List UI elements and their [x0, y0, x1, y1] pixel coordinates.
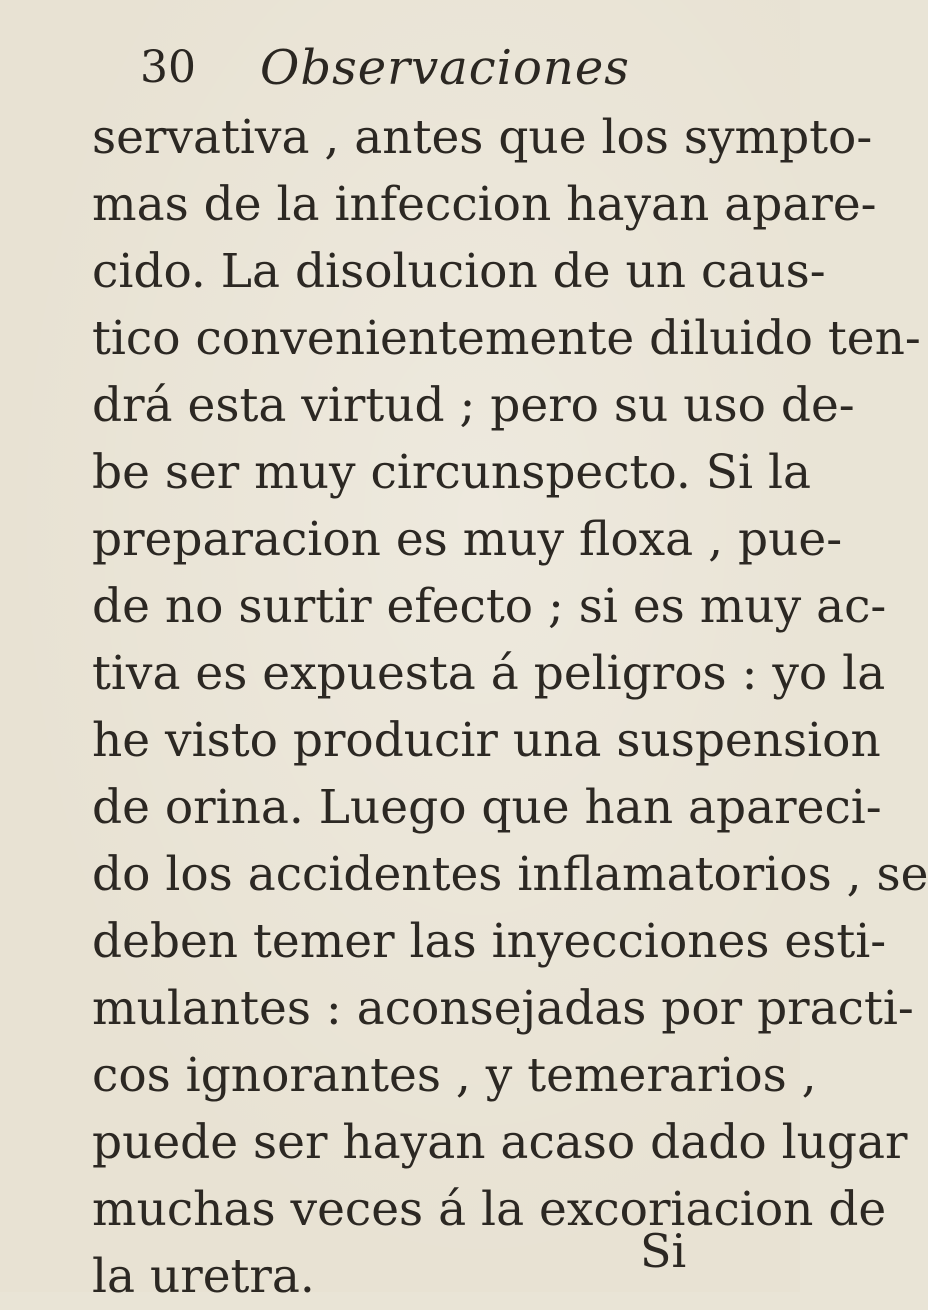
text-line: be ser muy circunspecto. Si la [92, 445, 811, 500]
text-line: cos ignorantes , y temerarios , [92, 1048, 817, 1103]
body-text [92, 104, 928, 1310]
page-number: 30 [140, 42, 196, 93]
text-line: puede ser hayan acaso dado lugar [92, 1115, 908, 1170]
text-line: servativa , antes que los sympto- [92, 110, 873, 165]
text-line: cido. La disolucion de un caus- [92, 244, 826, 299]
text-line-last: la uretra. [92, 1249, 315, 1304]
page-header [140, 40, 700, 100]
text-line: de orina. Luego que han apareci- [92, 780, 882, 835]
text-line: muchas veces á la excoriacion de [92, 1182, 887, 1237]
text-line: mulantes : aconsejadas por practi- [92, 981, 914, 1036]
text-line: he visto producir una suspension [92, 713, 881, 768]
text-line: mas de la infeccion hayan apare- [92, 177, 877, 232]
text-line: tico convenientemente diluido ten- [92, 311, 921, 366]
running-head: Observaciones [260, 40, 630, 96]
text-line: do los accidentes inflamatorios , se [92, 847, 928, 902]
text-line: drá esta virtud ; pero su uso de- [92, 378, 855, 433]
text-line: de no surtir efecto ; si es muy ac- [92, 579, 887, 634]
catchword: Si [640, 1224, 687, 1278]
text-line: deben temer las inyecciones esti- [92, 914, 887, 969]
text-line: preparacion es muy floxa , pue- [92, 512, 843, 567]
text-line: tiva es expuesta á peligros : yo la [92, 646, 886, 701]
